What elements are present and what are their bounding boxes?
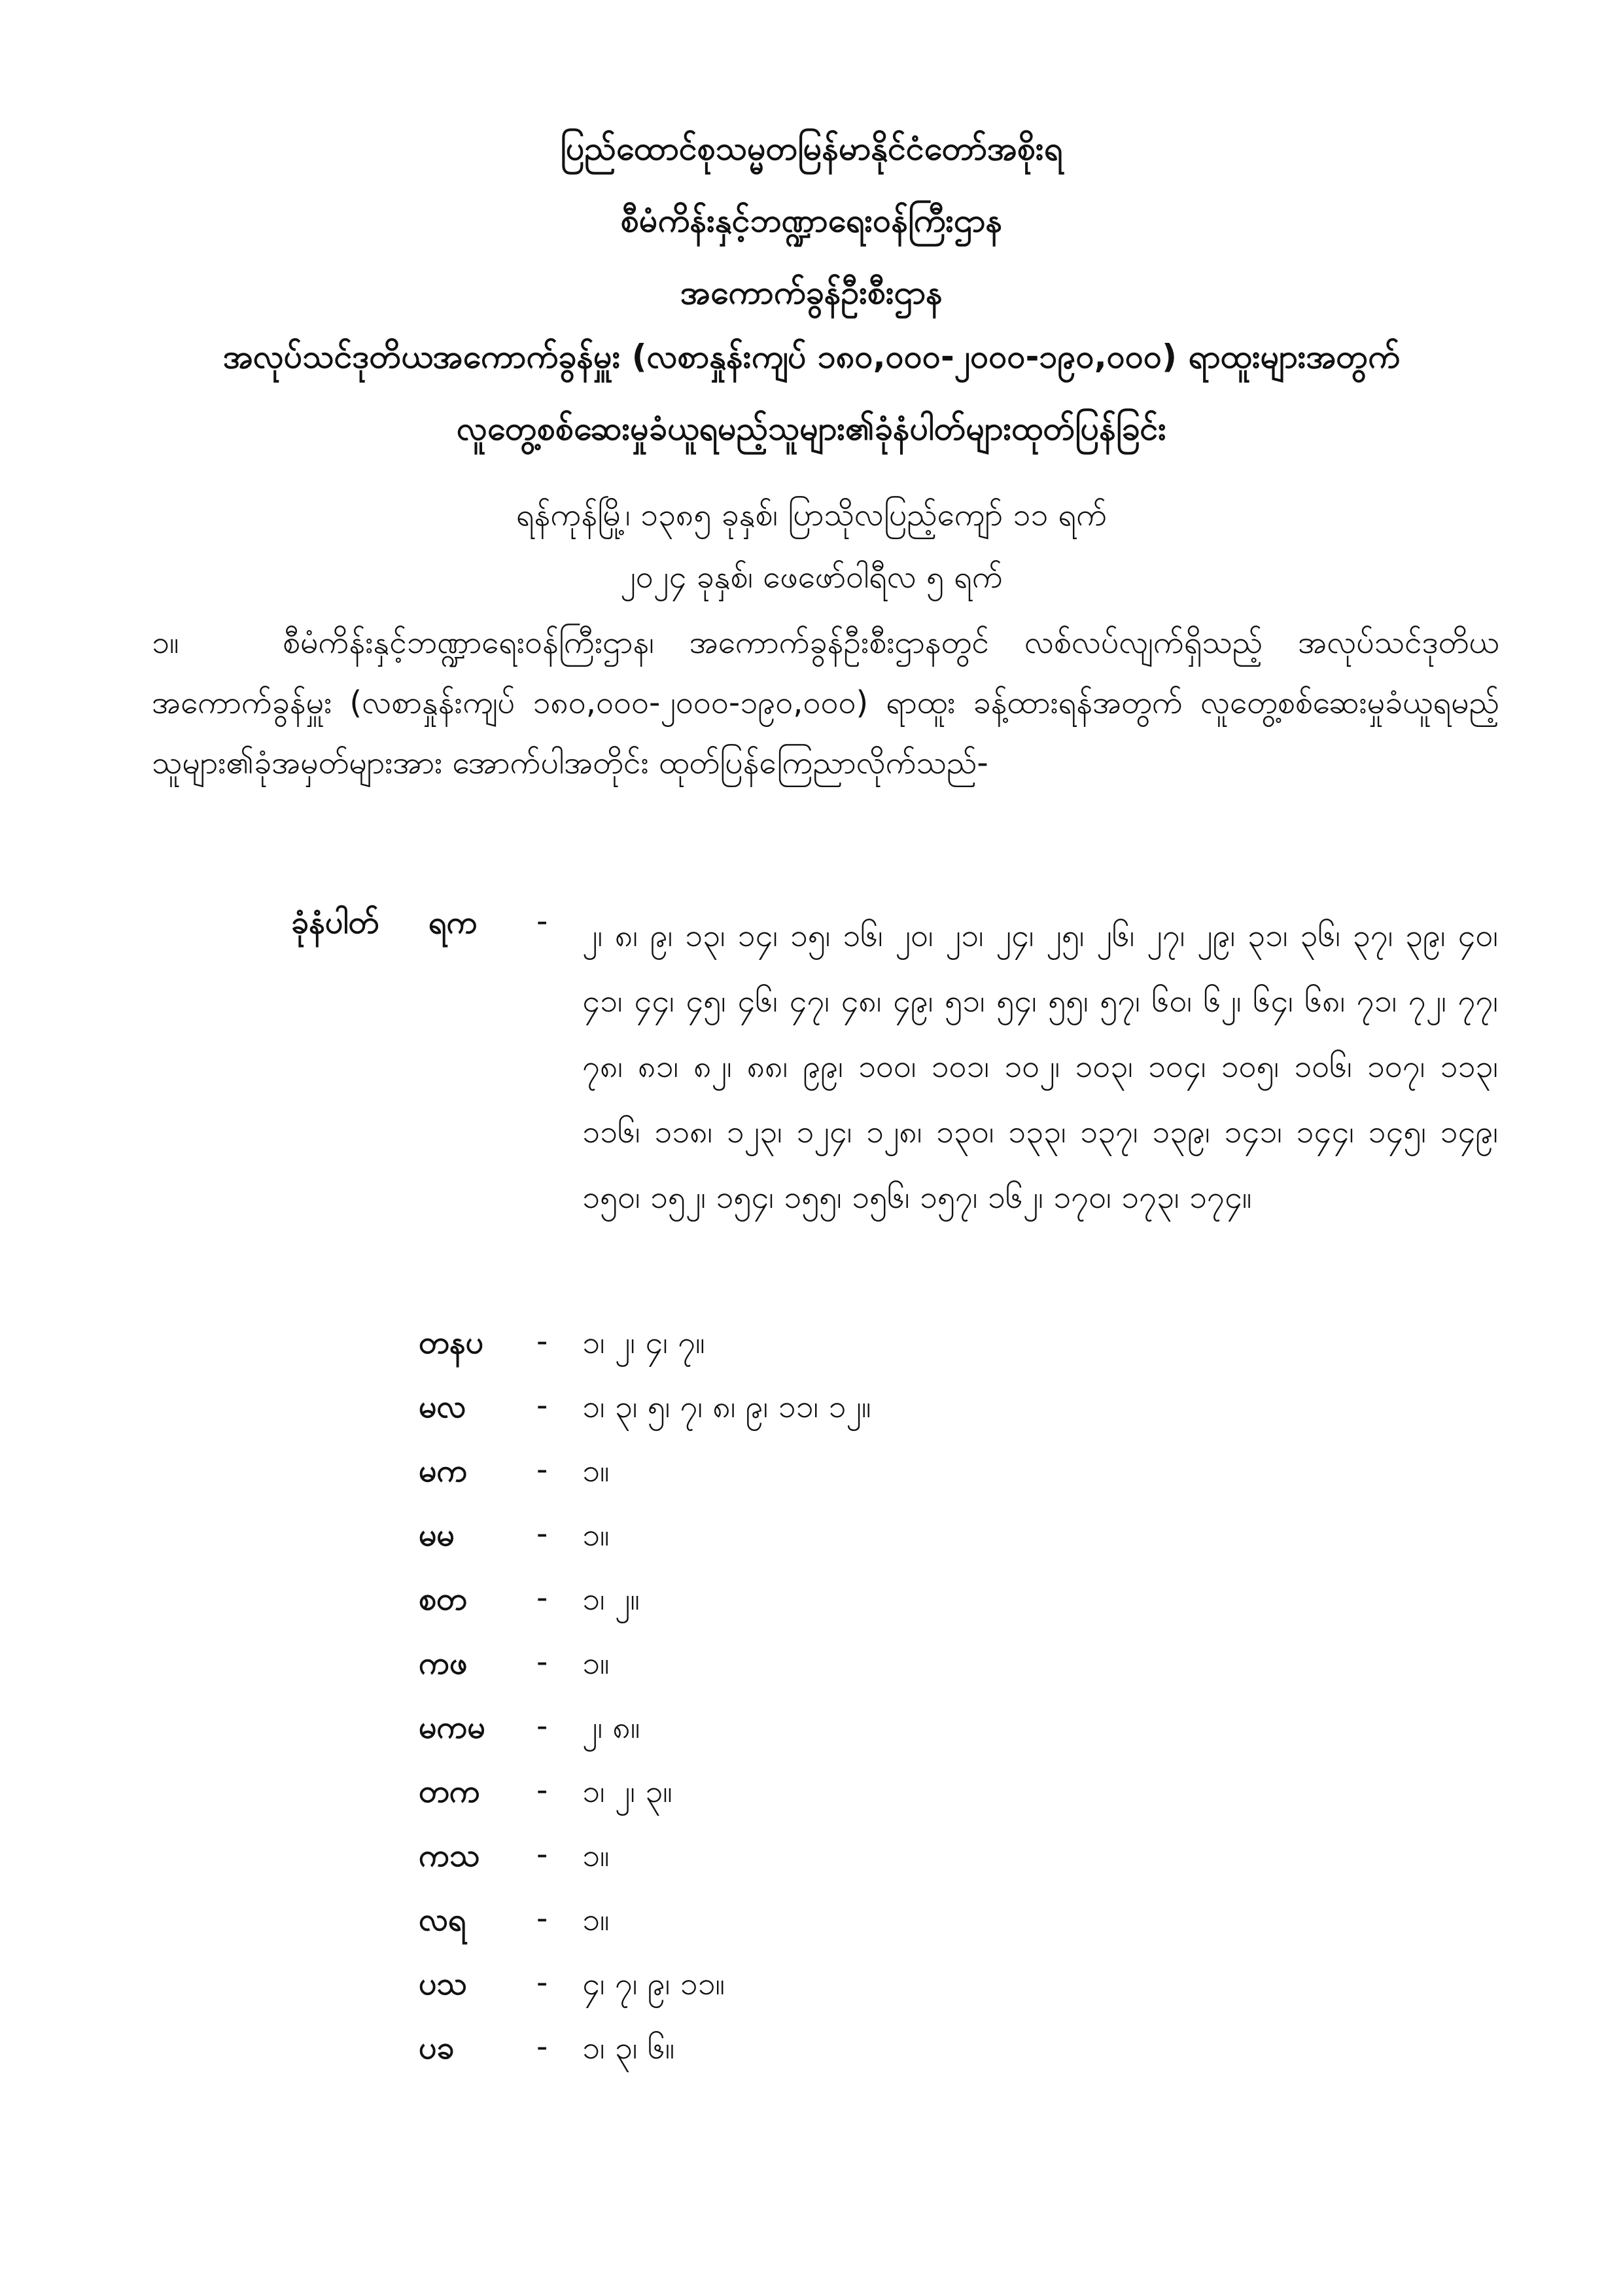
entry-code: မက: [419, 1453, 468, 1489]
entry-code: ရက: [428, 904, 478, 941]
entry-seat-numbers: ၁။: [582, 1901, 610, 1938]
entry-dash: -: [536, 1580, 548, 1616]
dateline-burmese-date: ရန်ကုန်မြို့၊ ၁၃၈၅ ခုနှစ်၊ ပြာသိုလပြည့်ကျော် ၁၁ ရက်: [515, 497, 1108, 533]
header-government-title: ပြည်ထောင်စုသမ္မတမြန်မာနိုင်ငံတော်အစိုးရ: [560, 130, 1063, 168]
entry-dash: -: [536, 1323, 548, 1360]
entry-code: စတ: [419, 1581, 467, 1617]
entry-seat-numbers: ၁၊ ၃၊ ၆။: [582, 2030, 675, 2066]
entry-seat-numbers: ၁၊ ၂၊ ၄၊ ၇။: [582, 1324, 705, 1361]
entry-seat-numbers: ၂၊ ၈။: [582, 1709, 640, 1746]
entry-code: မလ: [419, 1388, 466, 1425]
entry-dash: -: [536, 2028, 548, 2065]
entry-seat-numbers: ၁။: [582, 1453, 610, 1489]
paragraph-number: ၁။: [152, 624, 179, 661]
entry-dash: -: [536, 1644, 548, 1680]
entry-dash: -: [536, 903, 548, 940]
entry-dash: -: [536, 1772, 548, 1809]
entry-code: ကဖ: [419, 1645, 468, 1682]
entry-seat-numbers: ၂၊ ၈၊ ၉၊ ၁၃၊ ၁၄၊ ၁၅၊ ၁၆၊ ၂၀၊ ၂၁၊ ၂၄၊ ၂၅၊ ၂၆၊ ၂၇၊ ၂၉၊ ၃၁၊ ၃၆၊ ၃၇၊ ၃၉၊ ၄၀၊ ၄၁၊ ၄၄၊ ၄၅၊ ၄၆၊ ၄၇၊ ၄၈၊ ၄၉၊ ၅၁၊ ၅၄၊ ၅၅၊ ၅၇၊ ၆၀၊ ၆၂၊ ၆၄၊ ၆၈၊ ၇၁၊ ၇၂၊ ၇၇၊ ၇၈၊ ၈၁၊ ၈၂၊ ၈၈၊ ၉၉၊ ၁၀၀၊ ၁၀၁၊ ၁၀၂၊ ၁၀၃၊ ၁၀၄၊ ၁၀၅၊ ၁၀၆၊ ၁၀၇၊ ၁၁၃၊ ၁၁၆၊ ၁၁၈၊ ၁၂၃၊ ၁၂၄၊ ၁၂၈၊ ၁၃၀၊ ၁၃၃၊ ၁၃၇၊ ၁၃၉၊ ၁၄၁၊ ၁၄၄၊ ၁၄၅၊ ၁၄၉၊ ၁၅၀၊ ၁၅၂၊ ၁၅၄၊ ၁၅၅၊ ၁၅၆၊ ၁၅၇၊ ၁၆၂၊ ၁၇၀၊ ၁၇၃၊ ၁၇၄။: [582, 917, 1498, 1216]
entry-seat-numbers: ၁၊ ၂။: [582, 1581, 640, 1617]
dateline-gregorian-date: ၂၀၂၄ ခုနှစ်၊ ဖေဖော်ဝါရီလ ၅ ရက်: [620, 559, 1003, 595]
entry-seat-numbers: ၁။: [582, 1645, 610, 1682]
entry-dash: -: [536, 1964, 548, 2001]
entry-code: လရ: [419, 1901, 466, 1938]
entry-code: ပခ: [419, 2030, 455, 2066]
entry-dash: -: [536, 1708, 548, 1744]
entry-seat-numbers: ၁။: [582, 1517, 610, 1553]
header-department-title: အကောက်ခွန်ဦးစီးဌာန: [680, 274, 943, 311]
entry-dash: -: [536, 1900, 548, 1937]
entry-code: မမ: [419, 1517, 455, 1553]
seat-number-label: ခုံနံပါတ်: [291, 904, 379, 941]
announcement-paragraph: [152, 612, 1499, 793]
entry-code: ပသ: [419, 1966, 467, 2002]
entry-dash: -: [536, 1836, 548, 1873]
entry-code: တက: [419, 1773, 480, 1810]
entry-seat-numbers: ၁။: [582, 1837, 610, 1874]
paragraph-text: စီမံကိန်းနှင့်ဘဏ္ဍာရေးဝန်ကြီးဌာန၊ အကောက်ခွန်ဦးစီးဌာနတွင် လစ်လပ်လျက်ရှိသည့် အလုပ်သင်ဒုတိယအကောက်ခွန်မှူး (လစာနှုန်းကျပ် ၁၈၀,၀၀၀-၂၀၀၀-၁၉၀,၀၀၀) ရာထူး ခန့်ထားရန်အတွက် လူတွေ့စစ်ဆေးမှုခံယူရမည့်သူများ၏ခုံအမှတ်များအား အောက်ပါအတိုင်း ထုတ်ပြန်ကြေညာလိုက်သည်-: [152, 624, 1499, 781]
entry-seat-numbers: ၁၊ ၃၊ ၅၊ ၇၊ ၈၊ ၉၊ ၁၁၊ ၁၂။: [582, 1388, 871, 1425]
entry-code: မကမ: [419, 1709, 485, 1746]
entry-seat-numbers: ၁၊ ၂၊ ၃။: [582, 1773, 672, 1810]
entry-code: တနပ: [419, 1324, 483, 1361]
entry-seat-numbers: ၄၊ ၇၊ ၉၊ ၁၁။: [582, 1966, 725, 2002]
header-ministry-title: စီမံကိန်းနှင့်ဘဏ္ဍာရေးဝန်ကြီးဌာန: [620, 202, 1003, 239]
header-announcement-title: လူတွေ့စစ်ဆေးမှုခံယူရမည့်သူများ၏ခုံနံပါတ်များထုတ်ပြန်ခြင်း: [457, 410, 1166, 448]
entry-code: ကသ: [419, 1837, 480, 1874]
entry-dash: -: [536, 1515, 548, 1552]
entry-dash: -: [536, 1451, 548, 1488]
entry-dash: -: [536, 1387, 548, 1424]
header-position-title: အလုပ်သင်ဒုတိယအကောက်ခွန်မှူး (လစာနှုန်းကျပ် ၁၈၀,၀၀၀-၂၀၀၀-၁၉၀,၀၀၀) ရာထူးများအတွက်: [223, 338, 1400, 376]
